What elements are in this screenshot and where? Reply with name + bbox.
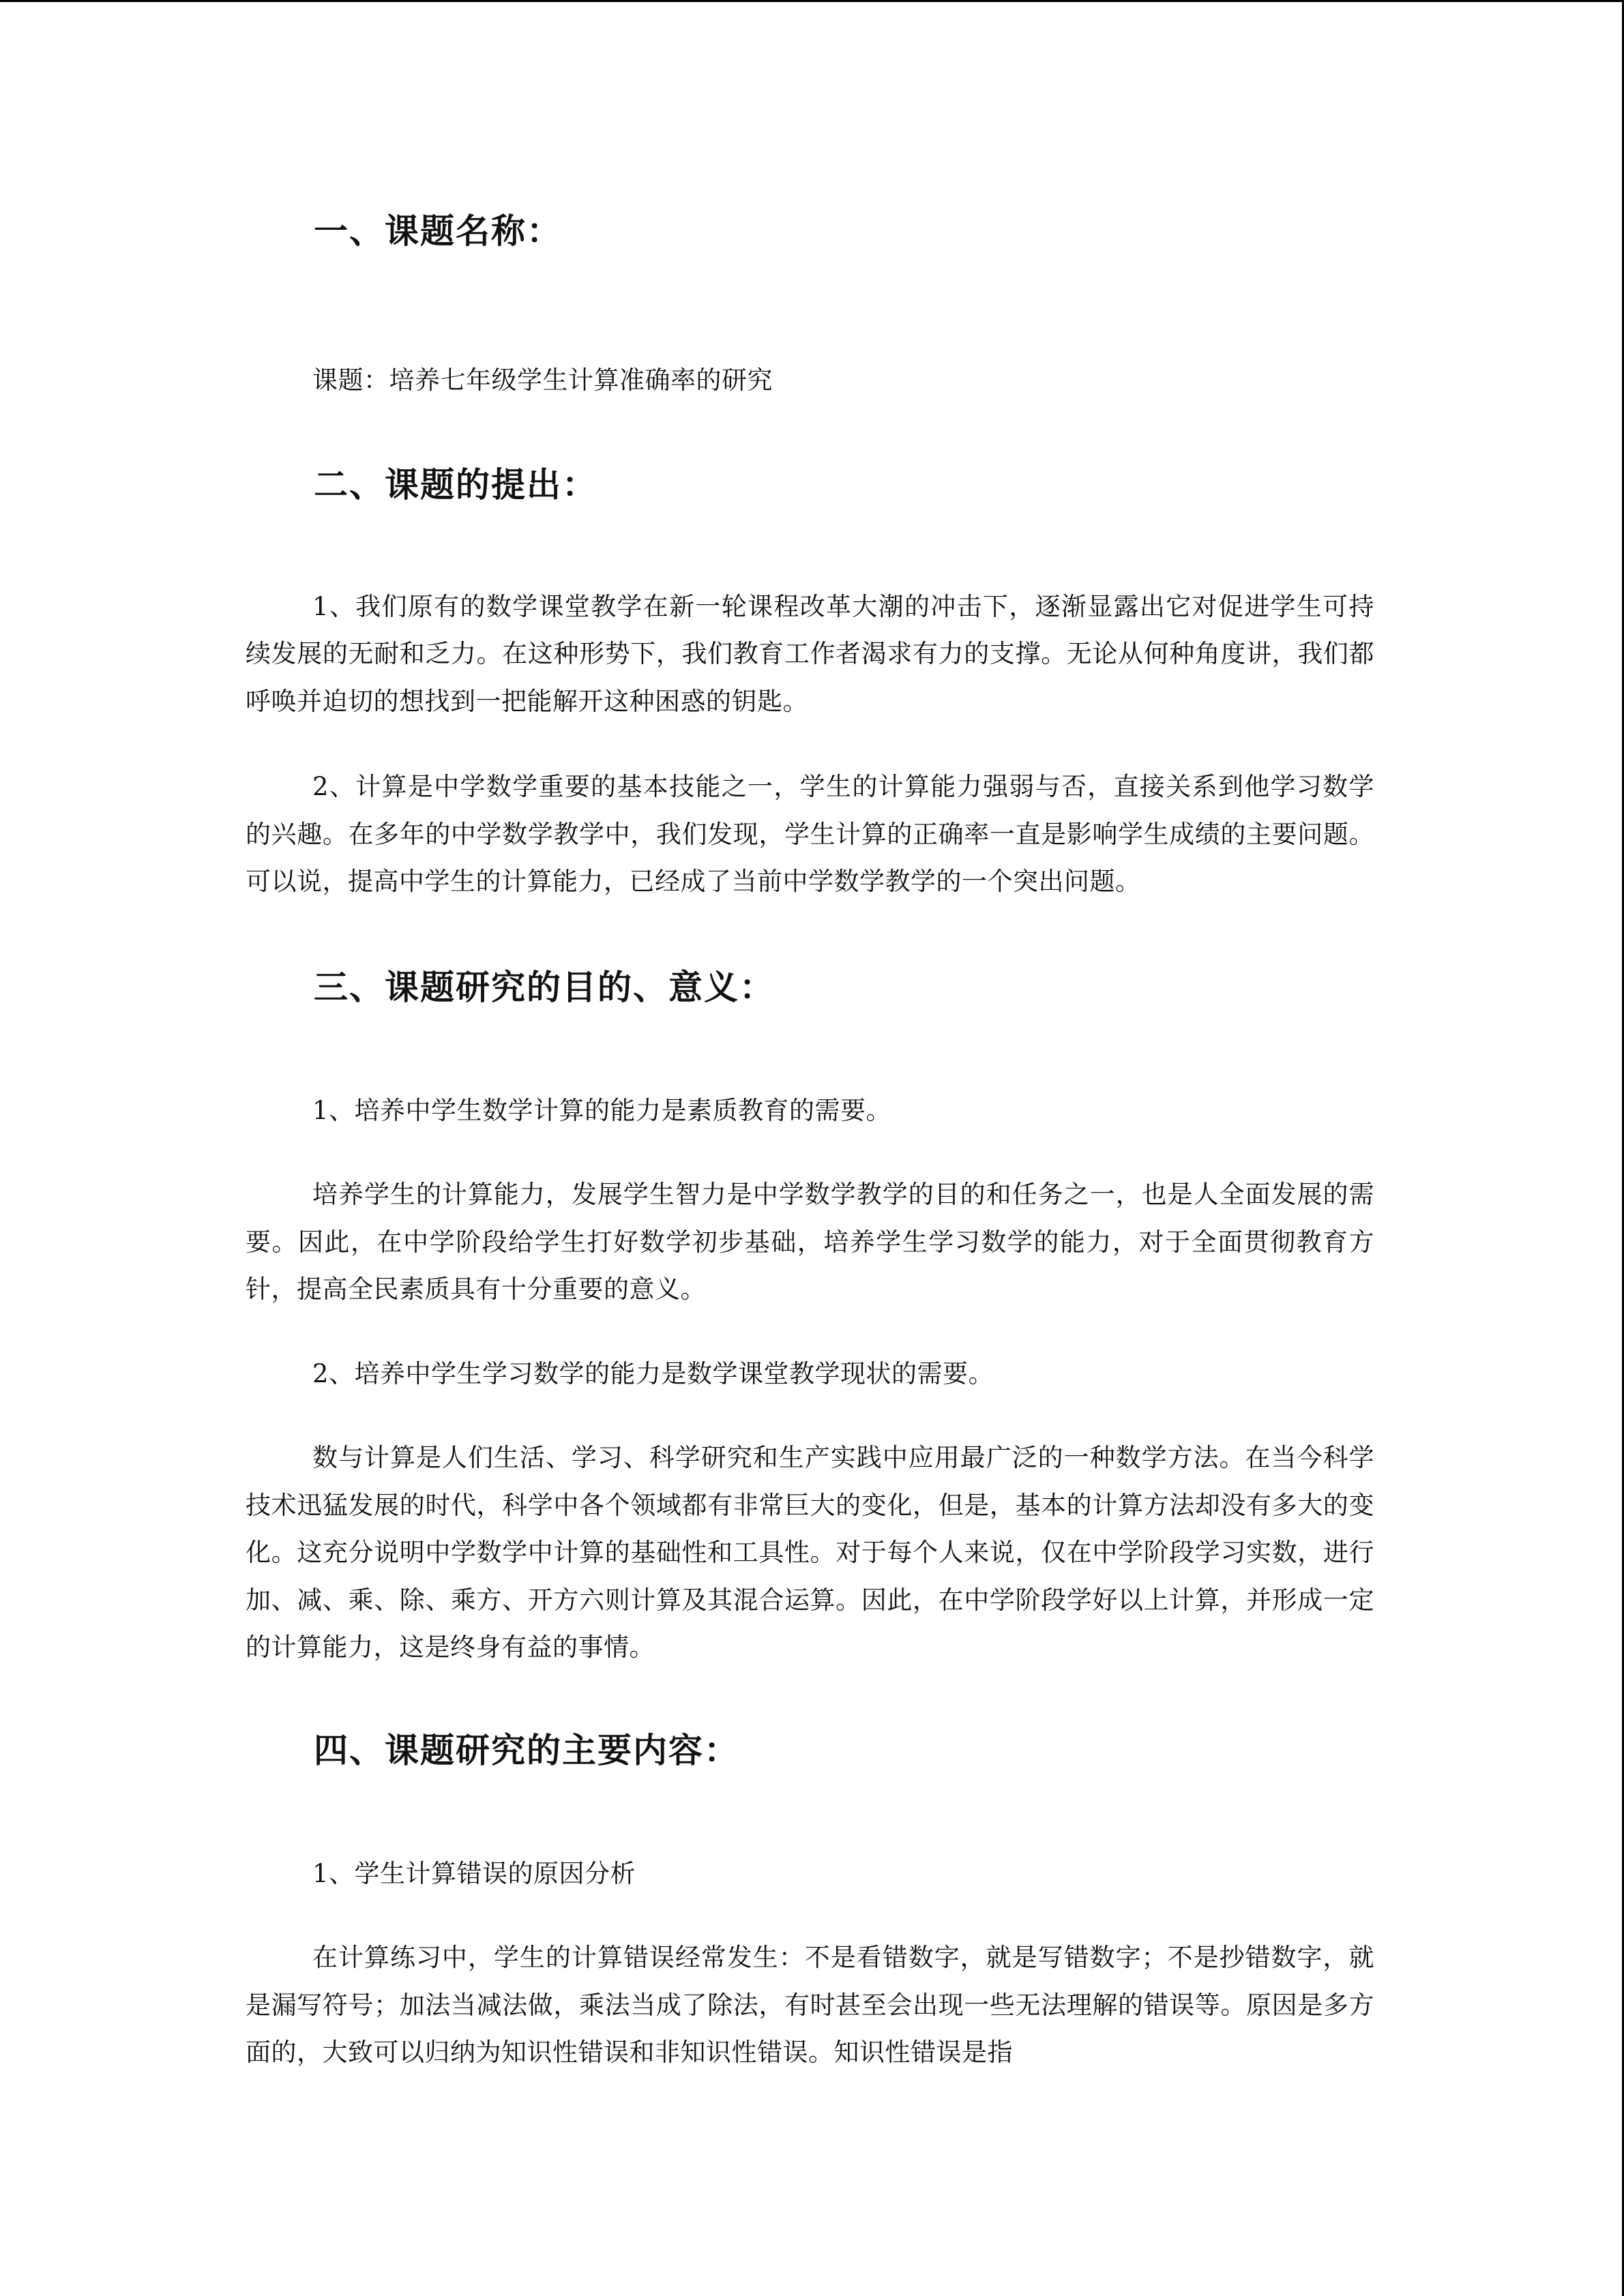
- paragraph-purpose-1-detail: 培养学生的计算能力，发展学生智力是中学数学教学的目的和任务之一，也是人全面发展的需要。因此，在中学阶段给学生打好数学初步基础，培养学生学习数学的能力，对于全面贯彻教育方针，提高全民素质具有十分重要的意义。: [246, 1180, 1374, 1304]
- paragraph-purpose-1: 1、培养中学生数学计算的能力是素质教育的需要。: [312, 1095, 892, 1125]
- section-heading-topic-name: 一、课题名称：: [314, 211, 562, 251]
- document-body: [246, 207, 1374, 2076]
- section-heading-topic-proposal: 二、课题的提出：: [314, 464, 597, 505]
- paragraph-purpose-2-detail: 数与计算是人们生活、学习、科学研究和生产实践中应用最广泛的一种数学方法。在当今科学技术迅猛发展的时代，科学中各个领域都有非常巨大的变化，但是，基本的计算方法却没有多大的变化。这充分说明中学数学中计算的基础性和工具性。对于每个人来说，仅在中学阶段学习实数，进行加、减、乘、除、乘方、开方六则计算及其混合运算。因此，在中学阶段学好以上计算，并形成一定的计算能力，这是终身有益的事情。: [246, 1443, 1374, 1662]
- paragraph-content-1-detail: 在计算练习中，学生的计算错误经常发生：不是看错数字，就是写错数字；不是抄错数字，就是漏写符号；加法当减法做，乘法当成了除法，有时甚至会出现一些无法理解的错误等。原因是多方面的，大致可以归纳为知识性错误和非知识性错误。知识性错误是指: [246, 1943, 1374, 2067]
- section-heading-main-content: 四、课题研究的主要内容：: [314, 1730, 739, 1770]
- section-heading-purpose-significance: 三、课题研究的目的、意义：: [314, 967, 775, 1007]
- paragraph-purpose-2: 2、培养中学生学习数学的能力是数学课堂教学现状的需要。: [312, 1358, 994, 1388]
- paragraph-content-1: 1、学生计算错误的原因分析: [312, 1858, 636, 1888]
- topic-title-paragraph: 课题：培养七年级学生计算准确率的研究: [312, 366, 773, 395]
- paragraph-proposal-1: 1、我们原有的数学课堂教学在新一轮课程改革大潮的冲击下，逐渐显露出它对促进学生可持续发展的无耐和乏力。在这种形势下，我们教育工作者渴求有力的支撑。无论从何种角度讲，我们都呼唤并迫切的想找到一把能解开这种困惑的钥匙。: [246, 591, 1374, 716]
- paragraph-proposal-2: 2、计算是中学数学重要的基本技能之一，学生的计算能力强弱与否，直接关系到他学习数学的兴趣。在多年的中学数学教学中，我们发现，学生计算的正确率一直是影响学生成绩的主要问题。可以说，提高中学生的计算能力，已经成了当前中学数学教学的一个突出问题。: [246, 772, 1374, 896]
